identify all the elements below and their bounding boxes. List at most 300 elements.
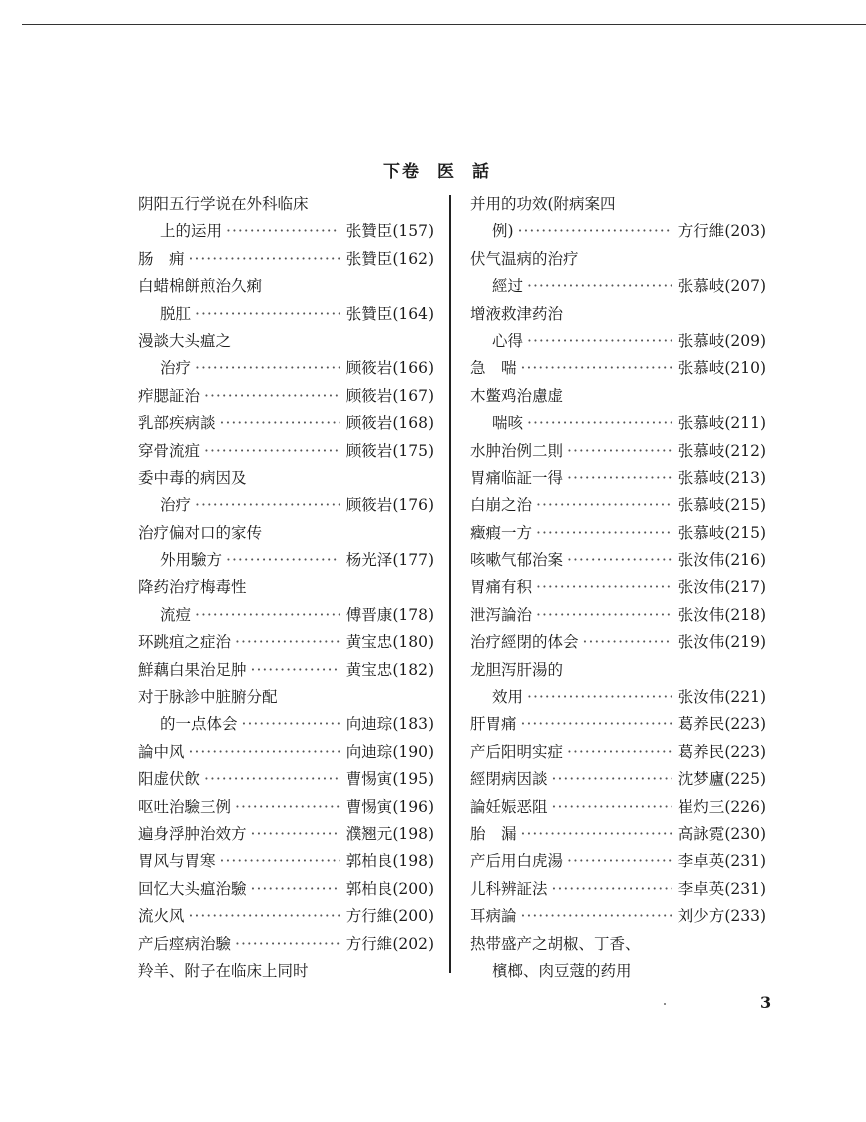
toc-entry-title: 痄腮証治	[138, 386, 201, 405]
toc-entry-ref	[676, 273, 766, 300]
toc-entry-author: 黄宝忠	[345, 660, 393, 679]
toc-entry-ref	[676, 876, 766, 903]
toc-entry	[470, 629, 766, 656]
toc-entry-page: (168)	[392, 414, 434, 433]
toc-entry-title: 穿骨流疽	[138, 441, 201, 460]
toc-entry-page: (216)	[724, 551, 766, 570]
toc-entry-line	[470, 492, 766, 519]
toc-entry-page: (198)	[392, 824, 434, 843]
toc-entry-ref	[676, 438, 766, 465]
dot-leader	[527, 273, 672, 300]
toc-entry-page: (231)	[724, 879, 766, 898]
toc-entry-title: 胎 漏	[470, 824, 517, 843]
toc-entry-title: 白崩之治	[470, 496, 533, 515]
toc-entry-ref	[344, 629, 434, 656]
toc-entry-author: 向迪琮	[345, 742, 393, 761]
toc-entry-title: 流火风	[138, 907, 185, 926]
toc-entry-author: 郭柏良	[345, 852, 393, 871]
toc-entry-author: 崔灼三	[677, 797, 725, 816]
ink-speck	[664, 1003, 666, 1005]
toc-entry-title: 遍身浮肿治效方	[138, 824, 247, 843]
toc-entry	[470, 766, 766, 793]
toc-entry-author: 张慕岐	[677, 414, 725, 433]
toc-entry-line	[138, 848, 434, 875]
toc-entry-title: 呕吐治驗三例	[138, 797, 232, 816]
toc-entry-line	[470, 629, 766, 656]
toc-entry-title: 治疗	[160, 496, 192, 515]
toc-entry	[138, 410, 434, 437]
toc-entry-title: 木鳖鸡治慮虚	[470, 386, 564, 405]
toc-entry-line	[470, 465, 766, 492]
toc-entry	[138, 739, 434, 766]
toc-entry-author: 顾筱岩	[345, 496, 393, 515]
toc-entry-page: (203)	[724, 222, 766, 241]
dot-leader	[189, 246, 340, 273]
toc-entry	[138, 574, 434, 629]
toc-entry-line	[470, 547, 766, 574]
toc-entry-line	[138, 794, 434, 821]
toc-entry-author: 濮翘元	[345, 824, 393, 843]
toc-entry-title: 上的运用	[160, 222, 223, 241]
toc-entry-ref	[676, 492, 766, 519]
toc-entry	[138, 191, 434, 246]
toc-entry-author: 张慕岐	[677, 277, 725, 296]
toc-entry	[138, 273, 434, 328]
toc-entry-line	[470, 766, 766, 793]
dot-leader	[536, 574, 672, 601]
toc-entry-line	[470, 328, 766, 355]
toc-entry-title: 胃痛临証一得	[470, 468, 564, 487]
toc-entry-line	[470, 410, 766, 437]
toc-entry	[470, 657, 766, 712]
toc-entry-line	[470, 520, 766, 547]
toc-entry-line	[138, 218, 434, 245]
toc-entry-author: 顾筱岩	[345, 441, 393, 460]
toc-entry	[138, 520, 434, 575]
toc-entry-title: 增液救津药治	[470, 304, 564, 323]
toc-entry-ref	[344, 876, 434, 903]
dot-leader	[204, 438, 340, 465]
toc-entry-author: 张贊臣	[345, 222, 393, 241]
column-divider	[449, 195, 451, 973]
toc-entry-author: 曹惕寅	[345, 797, 393, 816]
toc-entry-ref	[676, 355, 766, 382]
toc-entry-page: (177)	[392, 551, 434, 570]
toc-entry-title: 阳虚伏飲	[138, 770, 201, 789]
toc-entry-title: 喘咳	[492, 414, 524, 433]
toc-entry-author: 张汝伟	[677, 688, 725, 707]
dot-leader	[552, 876, 672, 903]
toc-entry-author: 张贊臣	[345, 304, 393, 323]
toc-entry-title: 回忆大头瘟治驗	[138, 879, 247, 898]
toc-entry	[470, 876, 766, 903]
toc-entry-ref	[676, 629, 766, 656]
toc-entry-page: (200)	[392, 879, 434, 898]
toc-entry-ref	[676, 547, 766, 574]
section-title	[383, 157, 507, 182]
toc-entry-line	[138, 629, 434, 656]
toc-entry-page: (218)	[724, 605, 766, 624]
toc-entry-ref	[676, 821, 766, 848]
toc-entry-page: (157)	[392, 222, 434, 241]
page-number: 3	[760, 993, 772, 1012]
toc-entry-line	[138, 903, 434, 930]
toc-entry-ref	[344, 931, 434, 958]
toc-entry-title: 产后痙病治驗	[138, 934, 232, 953]
dot-leader	[536, 492, 672, 519]
toc-entry-line	[138, 876, 434, 903]
toc-entry-title: 鮮藕白果治足肿	[138, 660, 247, 679]
toc-entry-line	[470, 273, 766, 300]
dot-leader	[204, 766, 340, 793]
toc-entry-ref	[344, 657, 434, 684]
dot-leader	[567, 547, 672, 574]
toc-entry-page: (211)	[724, 414, 766, 433]
toc-entry-author: 刘少方	[677, 907, 725, 926]
toc-entry	[470, 438, 766, 465]
toc-entry-page: (223)	[724, 742, 766, 761]
toc-entry	[138, 958, 434, 985]
dot-leader	[521, 903, 672, 930]
toc-entry	[470, 903, 766, 930]
toc-entry-ref	[344, 355, 434, 382]
toc-entry-title: 外用驗方	[160, 551, 223, 570]
dot-leader	[235, 629, 340, 656]
toc-entry-title: 降药治疗梅毒性	[138, 578, 247, 597]
toc-left-column	[138, 191, 434, 985]
toc-entry	[470, 547, 766, 574]
toc-entry-page: (183)	[392, 715, 434, 734]
toc-entry-title: 經閉病因談	[470, 770, 548, 789]
toc-entry-title: 心得	[492, 331, 524, 350]
dot-leader	[536, 520, 672, 547]
toc-entry-page: (217)	[724, 578, 766, 597]
toc-right-column	[470, 191, 766, 985]
dot-leader	[195, 602, 340, 629]
toc-entry	[470, 848, 766, 875]
toc-entry-page: (162)	[392, 249, 434, 268]
toc-entry-line	[470, 218, 766, 245]
dot-leader	[235, 931, 340, 958]
toc-entry-title: 胃风与胃寒	[138, 852, 216, 871]
toc-entry-page: (198)	[392, 852, 434, 871]
toc-entry-line	[138, 711, 434, 738]
toc-entry-title: 龙胆泻肝湯的	[470, 660, 564, 679]
toc-entry-ref	[676, 684, 766, 711]
toc-entry-ref	[676, 410, 766, 437]
toc-entry-title: 环跳疽之症治	[138, 633, 232, 652]
toc-entry-title: 产后用白虎湯	[470, 852, 564, 871]
toc-entry-title: 羚羊、附子在临床上同时	[138, 961, 309, 980]
toc-entry-line	[138, 438, 434, 465]
toc-entry-title: 例)	[492, 222, 514, 241]
dot-leader	[567, 739, 672, 766]
toc-entry-ref	[676, 218, 766, 245]
toc-entry	[470, 821, 766, 848]
toc-entry	[138, 903, 434, 930]
toc-entry-line	[470, 739, 766, 766]
toc-entry	[138, 383, 434, 410]
toc-entry-ref	[676, 711, 766, 738]
toc-entry-author: 傅晋康	[345, 605, 393, 624]
toc-entry-page: (176)	[392, 496, 434, 515]
toc-entry-author: 张慕岐	[677, 359, 725, 378]
toc-entry	[138, 629, 434, 656]
toc-entry-ref	[676, 602, 766, 629]
toc-entry-ref	[676, 574, 766, 601]
top-rule	[22, 24, 866, 25]
toc-entry-ref	[676, 739, 766, 766]
toc-entry-ref	[676, 766, 766, 793]
toc-entry-line	[470, 355, 766, 382]
toc-entry-ref	[344, 602, 434, 629]
toc-entry	[470, 301, 766, 356]
toc-entry-line	[470, 903, 766, 930]
toc-entry-author: 方行維	[345, 934, 393, 953]
toc-entry-author: 张慕岐	[677, 496, 725, 515]
toc-entry-title: 漫談大头瘟之	[138, 331, 232, 350]
toc-entry-ref	[676, 903, 766, 930]
toc-entry-ref	[344, 848, 434, 875]
toc-entry	[138, 246, 434, 273]
toc-entry-page: (178)	[392, 605, 434, 624]
toc-entry-page: (167)	[392, 386, 434, 405]
toc-entry-author: 张慕岐	[677, 468, 725, 487]
toc-entry-title: 肠 痈	[138, 249, 185, 268]
toc-entry-line	[138, 766, 434, 793]
toc-entry	[470, 602, 766, 629]
toc-entry-line	[470, 438, 766, 465]
toc-entry-author: 黄宝忠	[345, 633, 393, 652]
toc-entry-author: 顾筱岩	[345, 386, 393, 405]
toc-entry-page: (215)	[724, 523, 766, 542]
toc-entry-line	[470, 684, 766, 711]
toc-entry-line	[138, 739, 434, 766]
toc-entry-title: 肝胃痛	[470, 715, 517, 734]
toc-entry-page: (175)	[392, 441, 434, 460]
dot-leader	[521, 711, 672, 738]
dot-leader	[220, 848, 340, 875]
toc-entry	[138, 465, 434, 520]
toc-entry-ref	[676, 794, 766, 821]
toc-entry	[138, 794, 434, 821]
toc-entry-title: 泄泻論治	[470, 605, 533, 624]
toc-entry-page: (207)	[724, 277, 766, 296]
toc-entry	[138, 657, 434, 684]
toc-entry-line	[138, 931, 434, 958]
dot-leader	[521, 821, 672, 848]
toc-entry-line	[470, 711, 766, 738]
toc-entry-line	[470, 602, 766, 629]
toc-entry	[138, 821, 434, 848]
toc-entry-page: (210)	[724, 359, 766, 378]
toc-entry-title: 产后阳明实症	[470, 742, 564, 761]
toc-entry	[470, 739, 766, 766]
dot-leader	[527, 684, 672, 711]
toc-entry-title: 耳病論	[470, 907, 517, 926]
toc-entry-author: 张汝伟	[677, 605, 725, 624]
toc-entry-page: (212)	[724, 441, 766, 460]
toc-entry-author: 张汝伟	[677, 633, 725, 652]
toc-entry-title: 阴阳五行学说在外科临床	[138, 195, 309, 213]
toc-entry-title: 流痘	[160, 605, 192, 624]
toc-entry-author: 葛养民	[677, 715, 725, 734]
toc-entry-author: 顾筱岩	[345, 359, 393, 378]
dot-leader	[567, 438, 672, 465]
toc-entry-page: (233)	[724, 907, 766, 926]
toc-entry	[470, 355, 766, 382]
toc-entry-ref	[676, 465, 766, 492]
toc-entry-line	[138, 492, 434, 519]
toc-entry-page: (226)	[724, 797, 766, 816]
toc-entry	[470, 383, 766, 438]
toc-entry-ref	[344, 739, 434, 766]
section-title-part2: 医	[437, 162, 456, 182]
toc-entry-line	[138, 547, 434, 574]
toc-entry-ref	[344, 492, 434, 519]
toc-entry-page: (166)	[392, 359, 434, 378]
toc-entry-title: 咳嗽气郁治案	[470, 551, 564, 570]
toc-entry	[470, 574, 766, 601]
toc-entry-author: 方行維	[677, 222, 725, 241]
toc-entry-title: 热带盛产之胡椒、丁香、	[470, 934, 641, 953]
toc-entry-title: 治疗	[160, 359, 192, 378]
toc-entry	[138, 766, 434, 793]
dot-leader	[189, 739, 340, 766]
toc-entry	[470, 465, 766, 492]
toc-entry-line	[138, 301, 434, 328]
toc-entry	[470, 492, 766, 519]
toc-entry	[138, 931, 434, 958]
toc-entry-page: (196)	[392, 797, 434, 816]
dot-leader	[518, 218, 672, 245]
toc-entry-ref	[344, 821, 434, 848]
toc-entry	[470, 246, 766, 301]
toc-entry	[470, 191, 766, 246]
toc-entry-line	[138, 602, 434, 629]
toc-entry-title: 的一点体会	[160, 715, 238, 734]
toc-entry-line	[138, 355, 434, 382]
toc-entry-page: (223)	[724, 715, 766, 734]
toc-entry-title: 水肿治例二則	[470, 441, 564, 460]
toc-entry	[138, 848, 434, 875]
toc-entry-line	[470, 876, 766, 903]
toc-entry-ref	[344, 246, 434, 273]
dot-leader	[552, 766, 672, 793]
toc-entry-page: (209)	[724, 331, 766, 350]
toc-entry-title: 白蜡棉餅煎治久痢	[138, 277, 263, 296]
toc-entry-ref	[344, 547, 434, 574]
toc-entry-ref	[676, 520, 766, 547]
dot-leader	[204, 383, 340, 410]
toc-entry	[470, 711, 766, 738]
dot-leader	[195, 301, 340, 328]
toc-entry-author: 沈梦廬	[677, 770, 725, 789]
toc-entry-author: 张慕岐	[677, 523, 725, 542]
toc-entry-author: 张慕岐	[677, 441, 725, 460]
toc-entry-author: 高詠霓	[677, 824, 725, 843]
toc-entry-page: (225)	[724, 770, 766, 789]
toc-entry-ref	[344, 794, 434, 821]
dot-leader	[226, 218, 340, 245]
toc-entry-page: (190)	[392, 742, 434, 761]
toc-entry-author: 郭柏良	[345, 879, 393, 898]
toc-entry-line	[470, 574, 766, 601]
toc-entry-ref	[676, 328, 766, 355]
toc-entry	[138, 876, 434, 903]
toc-entry-page: (202)	[392, 934, 434, 953]
dot-leader	[226, 547, 340, 574]
toc-entry-title-cont: 檳榔、肉豆蔻的药用	[492, 961, 632, 980]
toc-entry-page: (182)	[392, 660, 434, 679]
dot-leader	[552, 794, 672, 821]
toc-entry-author: 李卓英	[677, 879, 725, 898]
toc-entry-page: (213)	[724, 468, 766, 487]
toc-entry-author: 葛养民	[677, 742, 725, 761]
toc-entry-title: 对于脉診中脏腑分配	[138, 688, 278, 707]
toc-entry	[138, 328, 434, 383]
dot-leader	[220, 410, 340, 437]
toc-entry-ref	[344, 438, 434, 465]
toc-entry	[138, 684, 434, 739]
toc-entry	[470, 520, 766, 547]
toc-entry-author: 张慕岐	[677, 331, 725, 350]
toc-entry-line	[470, 794, 766, 821]
toc-entry-line	[138, 383, 434, 410]
dot-leader	[521, 355, 672, 382]
toc-entry-title: 經过	[492, 277, 524, 296]
toc-entry-title: 癥瘕一方	[470, 523, 533, 542]
toc-entry-page: (180)	[392, 633, 434, 652]
dot-leader	[583, 629, 672, 656]
toc-entry-title: 伏气温病的治疗	[470, 249, 579, 268]
toc-entry-ref	[344, 301, 434, 328]
dot-leader	[242, 711, 340, 738]
toc-entry-ref	[344, 766, 434, 793]
toc-entry-title: 治疗偏对口的家传	[138, 523, 263, 542]
toc-entry-title: 胃痛有积	[470, 578, 533, 597]
toc-entry-author: 曹惕寅	[345, 770, 393, 789]
section-title-part3: 話	[472, 162, 491, 182]
toc-entry-page: (231)	[724, 852, 766, 871]
toc-entry-title: 并用的功效(附病案四	[470, 195, 616, 213]
toc-entry-title: 急 喘	[470, 359, 517, 378]
toc-entry-author: 张贊臣	[345, 249, 393, 268]
toc-entry-line	[470, 821, 766, 848]
toc-entry-page: (230)	[724, 824, 766, 843]
dot-leader	[235, 794, 340, 821]
toc-entry-author: 李卓英	[677, 852, 725, 871]
dot-leader	[567, 848, 672, 875]
toc-entry-ref	[344, 383, 434, 410]
dot-leader	[189, 903, 340, 930]
toc-entry-ref	[344, 711, 434, 738]
toc-entry-title: 效用	[492, 688, 524, 707]
dot-leader	[251, 657, 340, 684]
dot-leader	[251, 876, 340, 903]
toc-entry-line	[138, 821, 434, 848]
dot-leader	[567, 465, 672, 492]
toc-entry-author: 杨光泽	[345, 551, 393, 570]
toc-entry-page: (195)	[392, 770, 434, 789]
toc-entry	[470, 931, 766, 986]
toc-entry-ref	[344, 218, 434, 245]
dot-leader	[527, 328, 672, 355]
toc-entry-line	[138, 246, 434, 273]
toc-entry-author: 张汝伟	[677, 578, 725, 597]
toc-entry-page: (215)	[724, 496, 766, 515]
toc-entry-page: (219)	[724, 633, 766, 652]
